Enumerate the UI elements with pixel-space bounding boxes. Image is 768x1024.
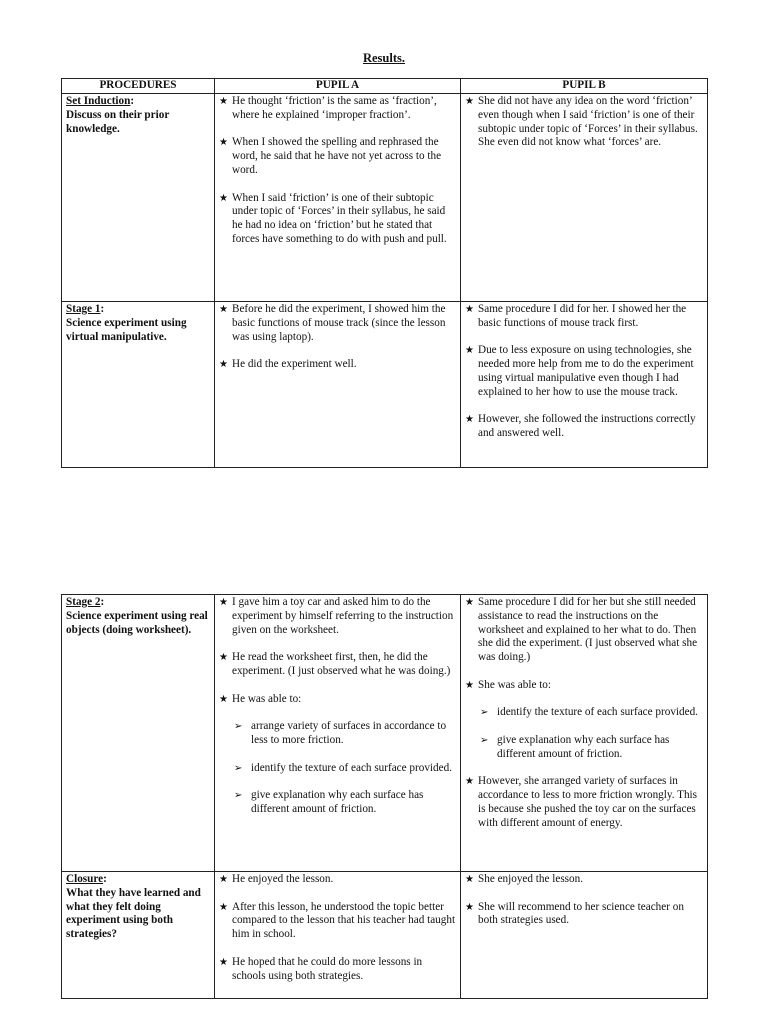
header-row bbox=[62, 79, 708, 94]
bullet-list bbox=[465, 303, 703, 441]
black-star-icon: ★ bbox=[465, 304, 474, 315]
bullet-text: Due to less exposure on using technologies, she needed more help from me to do the experiment using virtual manipulative even though I had explained to her how to use the mouse track. bbox=[478, 344, 694, 398]
black-star-icon: ★ bbox=[465, 345, 474, 357]
list-item bbox=[219, 693, 456, 817]
bullet-text: He enjoyed the lesson. bbox=[232, 873, 334, 885]
sub-list-item bbox=[480, 734, 703, 762]
sub-bullet-text: arrange variety of surfaces in accordance to less to more friction. bbox=[251, 720, 447, 746]
header-procedures: PROCEDURES bbox=[62, 79, 215, 94]
sub-bullet-text: identify the texture of each surface provided. bbox=[497, 706, 698, 719]
bullet-list bbox=[219, 873, 456, 983]
pupil-b-cell bbox=[461, 94, 708, 302]
bullet-text: She enjoyed the lesson. bbox=[478, 873, 584, 885]
sub-bullet-list bbox=[232, 720, 456, 817]
list-item bbox=[465, 679, 703, 762]
sub-bullet-text: give explanation why each surface has different amount of friction. bbox=[497, 733, 670, 760]
black-star-icon: ★ bbox=[465, 679, 474, 691]
arrowhead-icon: ➢ bbox=[234, 790, 243, 802]
bullet-text: Before he did the experiment, I showed him the basic functions of mouse track (since the lesson was using laptop). bbox=[232, 303, 446, 343]
bullet-text: He read the worksheet first, then, he did the experiment. (I just observed what he was doing.) bbox=[232, 651, 451, 677]
sub-bullet-text: give explanation why each surface has different amount of friction. bbox=[251, 789, 424, 815]
bullet-text: When I said ‘friction’ is one of their subtopic under topic of ‘Forces’ in their syllabus, he said he had no idea on ‘friction’ but he stated that forces have something to do with push and pull. bbox=[232, 191, 447, 245]
list-item bbox=[465, 303, 703, 331]
list-item bbox=[219, 95, 456, 123]
bullet-text: When I showed the spelling and rephrased the word, he said that he have not yet across to the word. bbox=[232, 136, 442, 176]
list-item bbox=[465, 901, 703, 929]
pupil-a-cell bbox=[215, 302, 461, 468]
list-item bbox=[219, 956, 456, 984]
sub-list-item bbox=[480, 706, 703, 720]
list-item bbox=[219, 873, 456, 887]
bullet-list bbox=[465, 873, 703, 928]
sub-bullet-list bbox=[478, 706, 703, 761]
list-item bbox=[465, 344, 703, 399]
black-star-icon: ★ bbox=[219, 96, 228, 107]
list-item bbox=[219, 358, 456, 372]
arrowhead-icon: ➢ bbox=[480, 707, 489, 719]
header-pupil-a: PUPIL A bbox=[215, 79, 461, 94]
list-item bbox=[219, 192, 456, 247]
black-star-icon: ★ bbox=[219, 693, 228, 705]
pupil-b-cell bbox=[461, 872, 708, 999]
pupil-b-cell bbox=[461, 595, 708, 872]
sub-list-item bbox=[234, 762, 456, 776]
list-item bbox=[219, 651, 456, 679]
list-item bbox=[465, 873, 703, 887]
pupil-a-cell bbox=[215, 872, 461, 999]
bullet-text: He was able to: bbox=[232, 692, 302, 705]
black-star-icon: ★ bbox=[465, 597, 474, 608]
list-item bbox=[219, 901, 456, 942]
results-table-part-2 bbox=[61, 594, 708, 999]
sub-bullet-text: identify the texture of each surface provided. bbox=[251, 761, 452, 774]
list-item bbox=[465, 775, 703, 830]
stage-name: Set Induction bbox=[66, 95, 131, 107]
bullet-text: Same procedure I did for her. I showed her the basic functions of mouse track first. bbox=[478, 303, 687, 329]
sub-list-item bbox=[234, 720, 456, 748]
stage-name: Closure bbox=[66, 873, 104, 885]
pupil-b-cell bbox=[461, 302, 708, 468]
procedure-cell: Closure: What they have learned and what they felt doing experiment using both strategies? bbox=[62, 872, 215, 999]
list-item bbox=[465, 95, 703, 150]
bullet-text: However, she followed the instructions correctly and answered well. bbox=[478, 413, 696, 440]
black-star-icon: ★ bbox=[219, 192, 228, 204]
bullet-text: She will recommend to her science teacher on both strategies used. bbox=[478, 900, 684, 927]
procedure-cell: Stage 1: Science experiment using virtual manipulative. bbox=[62, 302, 215, 468]
bullet-text: She did not have any idea on the word ‘friction’ even though when I said ‘friction’ is one of their subtopic under topic of ‘Forces’ in their syllabus. She even did not know what ‘forces’ are. bbox=[478, 95, 698, 149]
pupil-a-cell bbox=[215, 94, 461, 302]
bullet-text: He hoped that he could do more lessons in schools using both strategies. bbox=[232, 955, 423, 982]
bullet-list bbox=[465, 596, 703, 831]
black-star-icon: ★ bbox=[219, 597, 228, 608]
black-star-icon: ★ bbox=[219, 652, 228, 664]
table-row bbox=[62, 872, 708, 999]
results-table-part-1 bbox=[61, 78, 708, 468]
black-star-icon: ★ bbox=[219, 359, 228, 371]
black-star-icon: ★ bbox=[219, 304, 228, 315]
stage-description: What they have learned and what they felt doing experiment using both strategies? bbox=[66, 886, 201, 941]
bullet-list bbox=[219, 303, 456, 372]
list-item bbox=[219, 596, 456, 637]
black-star-icon: ★ bbox=[219, 137, 228, 149]
stage-name: Stage 2 bbox=[66, 596, 101, 608]
bullet-text: He thought ‘friction’ is the same as ‘fraction’, where he explained ‘improper fraction’. bbox=[232, 95, 437, 121]
black-star-icon: ★ bbox=[465, 776, 474, 788]
bullet-list bbox=[219, 596, 456, 817]
black-star-icon: ★ bbox=[465, 96, 474, 107]
arrowhead-icon: ➢ bbox=[234, 721, 243, 733]
pupil-a-cell bbox=[215, 595, 461, 872]
sub-list-item bbox=[234, 789, 456, 817]
black-star-icon: ★ bbox=[219, 874, 228, 885]
arrowhead-icon: ➢ bbox=[480, 734, 489, 746]
black-star-icon: ★ bbox=[465, 414, 474, 426]
table-row bbox=[62, 302, 708, 468]
table-row bbox=[62, 94, 708, 302]
bullet-list bbox=[219, 95, 456, 247]
page-title: Results. bbox=[362, 51, 406, 65]
bullet-text: She was able to: bbox=[478, 678, 552, 691]
list-item bbox=[219, 303, 456, 344]
black-star-icon: ★ bbox=[465, 901, 474, 913]
stage-name: Stage 1 bbox=[66, 303, 101, 315]
bullet-text: He did the experiment well. bbox=[232, 358, 357, 371]
bullet-text: Same procedure I did for her but she still needed assistance to read the instructions on the worksheet and explained to her what to do. Then she did the experiment. (I just observed what she was doing.) bbox=[478, 596, 698, 664]
list-item bbox=[219, 136, 456, 177]
arrowhead-icon: ➢ bbox=[234, 762, 243, 774]
black-star-icon: ★ bbox=[219, 956, 228, 968]
black-star-icon: ★ bbox=[219, 901, 228, 913]
stage-description: Science experiment using virtual manipulative. bbox=[66, 316, 187, 343]
black-star-icon: ★ bbox=[465, 874, 474, 885]
bullet-text: However, she arranged variety of surfaces in accordance to less to more friction wrongly. This is because she pushed the toy car on the surfaces with different amount of energy. bbox=[478, 775, 698, 829]
table-row bbox=[62, 595, 708, 872]
stage-description: Discuss on their prior knowledge. bbox=[66, 108, 170, 135]
stage-description: Science experiment using real objects (doing worksheet). bbox=[66, 609, 208, 636]
bullet-list bbox=[465, 95, 703, 150]
header-pupil-b: PUPIL B bbox=[461, 79, 708, 94]
bullet-text: I gave him a toy car and asked him to do the experiment by himself referring to the instruction given on the worksheet. bbox=[232, 596, 454, 636]
procedure-cell: Set Induction: Discuss on their prior knowledge. bbox=[62, 94, 215, 302]
bullet-text: After this lesson, he understood the topic better compared to the lesson that his teacher had taught him in school. bbox=[232, 900, 456, 941]
list-item bbox=[465, 596, 703, 665]
list-item bbox=[465, 413, 703, 441]
procedure-cell: Stage 2: Science experiment using real objects (doing worksheet). bbox=[62, 595, 215, 872]
